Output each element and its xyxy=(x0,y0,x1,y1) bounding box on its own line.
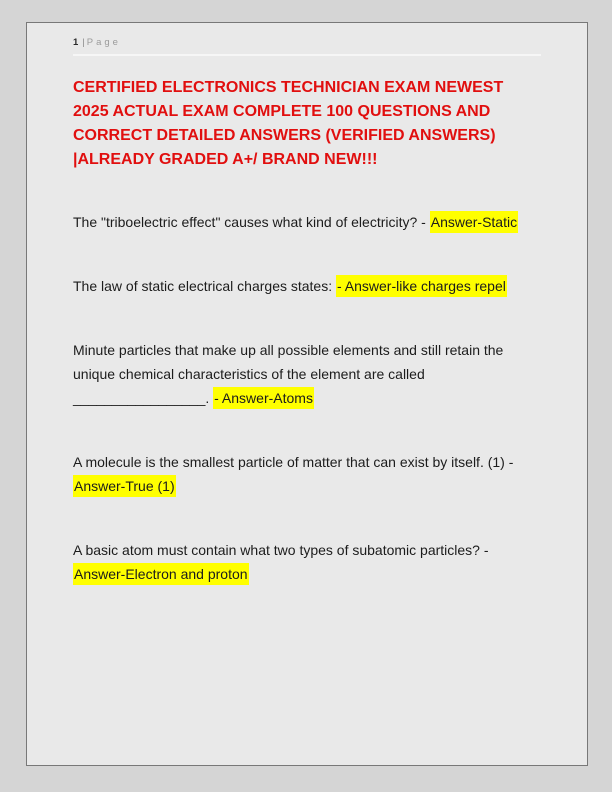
qa-answer-highlight: Answer-Electron and proton xyxy=(73,563,249,585)
qa-question-text: The "triboelectric effect" causes what kind of electricity? - xyxy=(73,214,430,230)
page-header xyxy=(73,36,541,56)
qa-item xyxy=(73,450,541,498)
document-page xyxy=(26,22,588,766)
document-title: CERTIFIED ELECTRONICS TECHNICIAN EXAM NEWEST 2025 ACTUAL EXAM COMPLETE 100 QUESTIONS AND CORRECT DETAILED ANSWERS (VERIFIED ANSWERS) |ALREADY GRADED A+/ BRAND NEW!!! xyxy=(73,79,504,168)
qa-item xyxy=(73,210,541,234)
qa-answer-highlight: - Answer-like charges repel xyxy=(336,275,507,297)
qa-answer-highlight: - Answer-Atoms xyxy=(213,387,314,409)
qa-item xyxy=(73,338,541,410)
qa-item xyxy=(73,538,541,586)
qa-list xyxy=(73,210,541,586)
qa-question-text: A molecule is the smallest particle of matter that can exist by itself. (1) - xyxy=(73,454,514,470)
qa-question-text: The law of static electrical charges states: xyxy=(73,278,336,294)
page-number: 1 xyxy=(73,37,80,48)
qa-question-text: Minute particles that make up all possible elements and still retain the unique chemical characteristics of the element are called _________________. xyxy=(73,342,504,406)
header-separator: | xyxy=(82,37,85,48)
qa-question-text: A basic atom must contain what two types of subatomic particles? - xyxy=(73,542,489,558)
page-label: Page xyxy=(86,37,121,48)
page-content xyxy=(27,23,587,586)
qa-item xyxy=(73,274,541,298)
qa-answer-highlight: Answer-Static xyxy=(430,211,518,233)
qa-answer-highlight: Answer-True (1) xyxy=(73,475,176,497)
